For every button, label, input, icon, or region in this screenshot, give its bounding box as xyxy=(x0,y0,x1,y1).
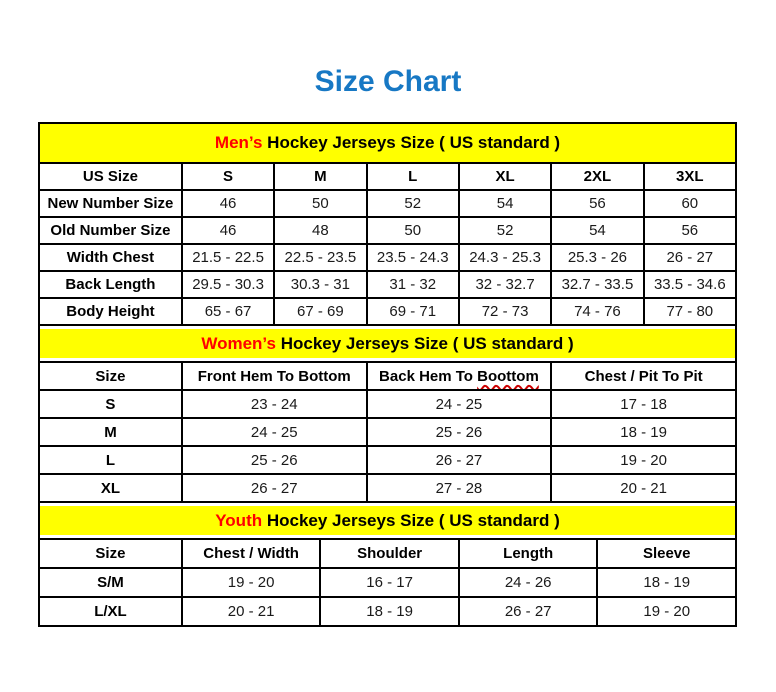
youth-section-header xyxy=(38,506,737,535)
value-cell: 24 - 26 xyxy=(459,568,598,597)
value-cell: 46 xyxy=(182,190,274,217)
table-row xyxy=(39,474,736,502)
column-header-cell: 2XL xyxy=(551,163,643,190)
row-label-cell: XL xyxy=(39,474,182,502)
value-cell: 77 - 80 xyxy=(644,298,736,325)
value-cell: 25 - 26 xyxy=(367,418,552,446)
value-cell: 56 xyxy=(551,190,643,217)
value-cell: 18 - 19 xyxy=(320,597,459,626)
table-row xyxy=(39,568,736,597)
value-cell: 26 - 27 xyxy=(459,597,598,626)
womens-section-header xyxy=(38,329,737,358)
value-cell: 24 - 25 xyxy=(367,390,552,418)
value-cell: 27 - 28 xyxy=(367,474,552,502)
value-cell: 32.7 - 33.5 xyxy=(551,271,643,298)
row-label-cell: L/XL xyxy=(39,597,182,626)
row-label-cell: L xyxy=(39,446,182,474)
value-cell: 26 - 27 xyxy=(644,244,736,271)
womens-size-table xyxy=(38,361,737,503)
table-row xyxy=(39,418,736,446)
value-cell: 67 - 69 xyxy=(274,298,366,325)
youth-size-table xyxy=(38,538,737,627)
column-header-cell: M xyxy=(274,163,366,190)
section-header-text: Hockey Jerseys Size ( US standard ) xyxy=(262,510,560,530)
value-cell: 54 xyxy=(551,217,643,244)
table-row xyxy=(39,390,736,418)
value-cell: 26 - 27 xyxy=(367,446,552,474)
value-cell: 16 - 17 xyxy=(320,568,459,597)
value-cell: 19 - 20 xyxy=(597,597,736,626)
header-row xyxy=(39,362,736,390)
value-cell: 50 xyxy=(274,190,366,217)
value-cell: 25.3 - 26 xyxy=(551,244,643,271)
value-cell: 46 xyxy=(182,217,274,244)
row-label-cell: M xyxy=(39,418,182,446)
column-header-cell: Chest / Width xyxy=(182,539,321,568)
row-label-cell: Old Number Size xyxy=(39,217,182,244)
row-label-cell: New Number Size xyxy=(39,190,182,217)
value-cell: 19 - 20 xyxy=(551,446,736,474)
value-cell: 31 - 32 xyxy=(367,271,459,298)
value-cell: 21.5 - 22.5 xyxy=(182,244,274,271)
value-cell: 18 - 19 xyxy=(597,568,736,597)
value-cell: 26 - 27 xyxy=(182,474,367,502)
value-cell: 23 - 24 xyxy=(182,390,367,418)
table-row xyxy=(39,244,736,271)
column-header-cell: Length xyxy=(459,539,598,568)
value-cell: 23.5 - 24.3 xyxy=(367,244,459,271)
value-cell: 33.5 - 34.6 xyxy=(644,271,736,298)
value-cell: 48 xyxy=(274,217,366,244)
table-row xyxy=(39,271,736,298)
column-header-cell xyxy=(367,362,552,390)
column-header-cell: Size xyxy=(39,539,182,568)
value-cell: 22.5 - 23.5 xyxy=(274,244,366,271)
column-header-cell: Chest / Pit To Pit xyxy=(551,362,736,390)
column-header-cell: 3XL xyxy=(644,163,736,190)
table-row xyxy=(39,298,736,325)
section-header-text: Hockey Jerseys Size ( US standard ) xyxy=(275,333,574,353)
value-cell: 20 - 21 xyxy=(182,597,321,626)
table-row xyxy=(39,446,736,474)
column-header-cell: L xyxy=(367,163,459,190)
value-cell: 29.5 - 30.3 xyxy=(182,271,274,298)
table-row xyxy=(39,217,736,244)
value-cell: 56 xyxy=(644,217,736,244)
header-text: Back Hem To xyxy=(379,367,478,385)
column-header-cell: Front Hem To Bottom xyxy=(182,362,367,390)
row-label-cell: Back Length xyxy=(39,271,182,298)
value-cell: 72 - 73 xyxy=(459,298,551,325)
value-cell: 24 - 25 xyxy=(182,418,367,446)
page-title: Size Chart xyxy=(314,65,462,98)
row-label-cell: S/M xyxy=(39,568,182,597)
section-header-text: Hockey Jerseys Size ( US standard ) xyxy=(262,133,561,152)
row-label-cell: Width Chest xyxy=(39,244,182,271)
column-header-cell: Sleeve xyxy=(597,539,736,568)
section-header-highlight: Men’s xyxy=(214,133,263,152)
value-cell: 65 - 67 xyxy=(182,298,274,325)
column-header-cell: S xyxy=(182,163,274,190)
section-header-highlight: Youth xyxy=(215,510,263,530)
row-label-cell: S xyxy=(39,390,182,418)
value-cell: 60 xyxy=(644,190,736,217)
mens-section-header xyxy=(38,122,737,162)
header-row xyxy=(39,163,736,190)
value-cell: 74 - 76 xyxy=(551,298,643,325)
value-cell: 20 - 21 xyxy=(551,474,736,502)
value-cell: 32 - 32.7 xyxy=(459,271,551,298)
header-row xyxy=(39,539,736,568)
value-cell: 24.3 - 25.3 xyxy=(459,244,551,271)
value-cell: 50 xyxy=(367,217,459,244)
column-header-cell: XL xyxy=(459,163,551,190)
table-row xyxy=(39,190,736,217)
value-cell: 52 xyxy=(459,217,551,244)
mens-size-table xyxy=(38,162,737,326)
misspelled-word: Boottom xyxy=(477,367,539,385)
size-chart xyxy=(38,122,737,627)
column-header-cell: US Size xyxy=(39,163,182,190)
value-cell: 18 - 19 xyxy=(551,418,736,446)
value-cell: 25 - 26 xyxy=(182,446,367,474)
table-row xyxy=(39,597,736,626)
row-label-cell: Body Height xyxy=(39,298,182,325)
value-cell: 17 - 18 xyxy=(551,390,736,418)
column-header-cell: Shoulder xyxy=(320,539,459,568)
value-cell: 69 - 71 xyxy=(367,298,459,325)
value-cell: 30.3 - 31 xyxy=(274,271,366,298)
value-cell: 19 - 20 xyxy=(182,568,321,597)
section-header-highlight: Women’s xyxy=(201,333,276,353)
value-cell: 52 xyxy=(367,190,459,217)
column-header-cell: Size xyxy=(39,362,182,390)
value-cell: 54 xyxy=(459,190,551,217)
